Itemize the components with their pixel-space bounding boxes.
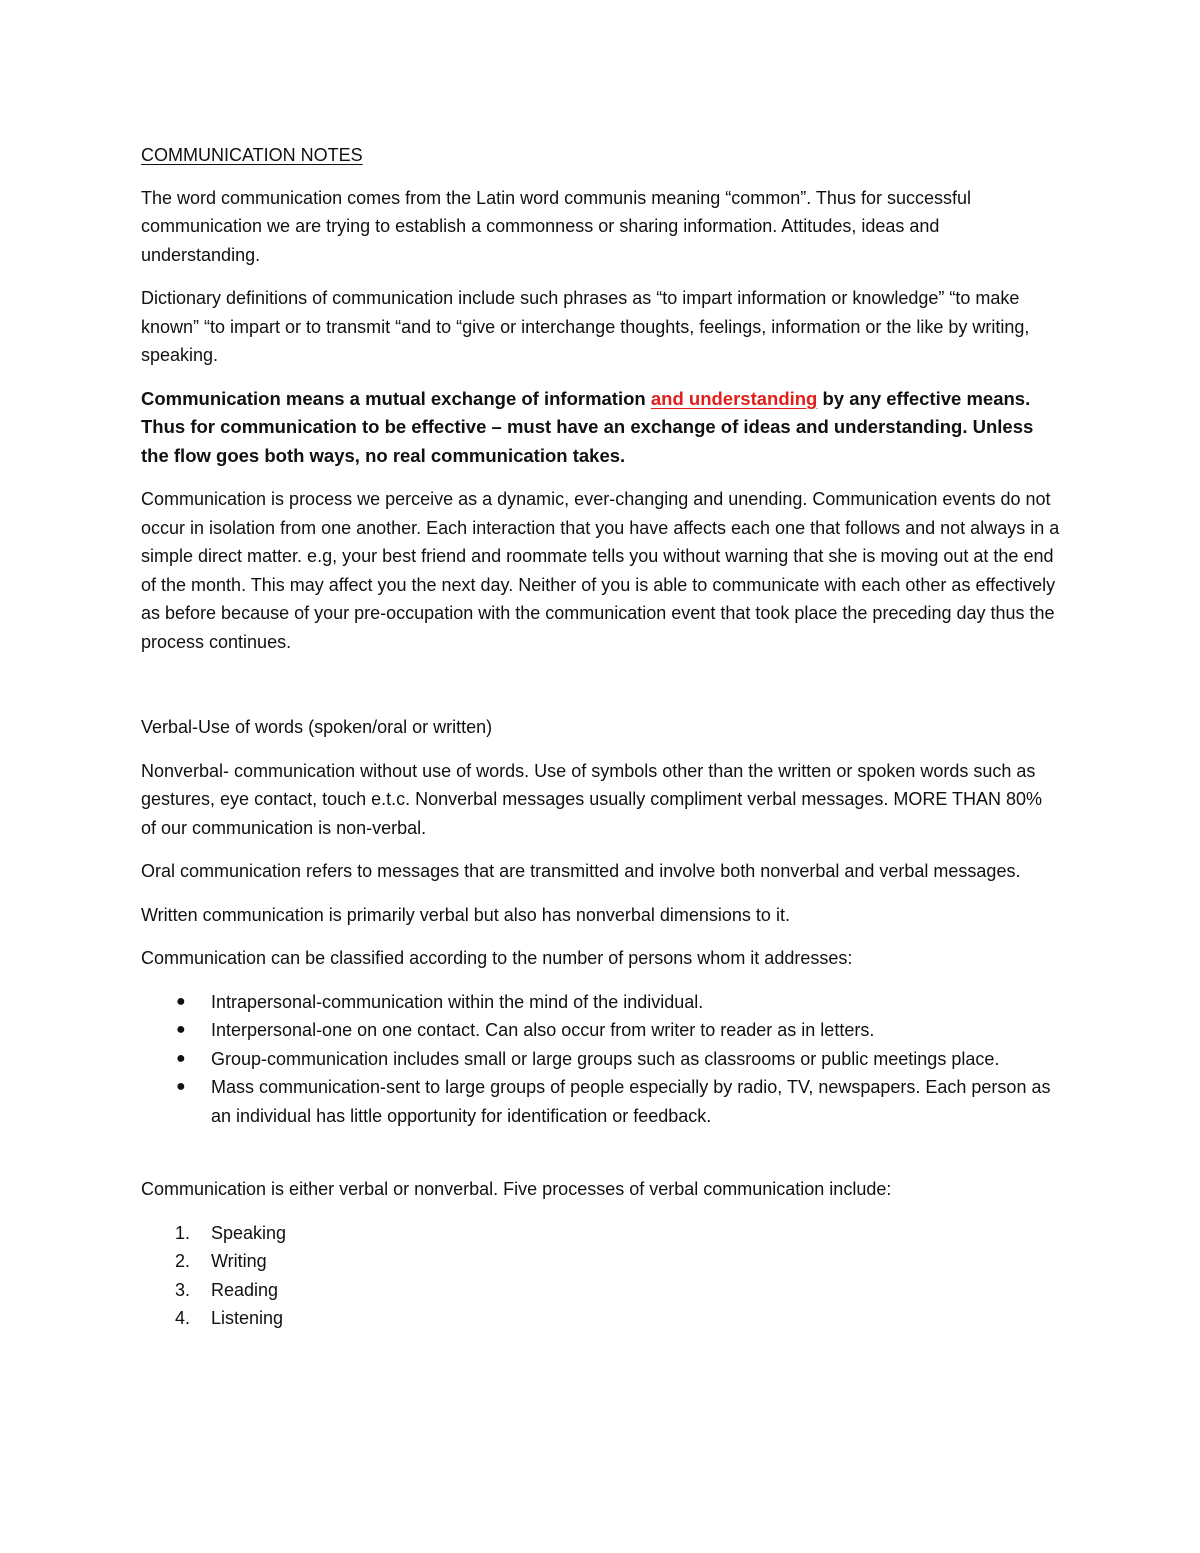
spacer <box>141 671 1061 713</box>
red-underlined-phrase: and understanding <box>650 387 818 409</box>
numbered-item <box>141 1304 1061 1333</box>
verbal-processes-list <box>141 1219 1061 1333</box>
bullet-icon: ● <box>176 992 186 1010</box>
bullet-icon: ● <box>176 1049 186 1067</box>
item-number: 4. <box>175 1308 191 1328</box>
paragraph-written: Written communication is primarily verbal but also has nonverbal dimensions to it. <box>141 904 790 925</box>
numbered-item-text: Speaking <box>211 1222 287 1243</box>
bullet-icon: ● <box>176 1078 186 1095</box>
paragraph-definition-bold <box>141 385 1061 471</box>
numbered-item <box>141 1276 1061 1305</box>
paragraph-classified: Communication can be classified according to the number of persons whom it addresses: <box>141 948 853 968</box>
list-item <box>141 988 1061 1017</box>
item-number: 1. <box>175 1222 191 1243</box>
numbered-item-text: Listening <box>211 1308 284 1328</box>
list-item-text: Intrapersonal-communication within the mind of the individual. <box>211 991 704 1012</box>
bullet-icon: ● <box>176 1021 186 1038</box>
paragraph-nonverbal: Nonverbal- communication without use of words. Use of symbols other than the written or spoken words such as gestures, eye contact, touch e.t.c. Nonverbal messages usually compliment verbal messages. MORE THAN 80% of our communication is non-verbal. <box>141 760 1043 838</box>
numbered-item-text: Writing <box>211 1251 267 1271</box>
numbered-item <box>141 1247 1061 1276</box>
paragraph-verbal-processes: Communication is either verbal or nonverbal. Five processes of verbal communication include: <box>141 1179 892 1199</box>
list-item-text: Interpersonal-one on one contact. Can also occur from writer to reader as in letters. <box>211 1020 875 1040</box>
item-number: 2. <box>175 1251 191 1271</box>
numbered-item <box>141 1219 1061 1248</box>
list-item <box>141 1045 1061 1074</box>
paragraph-verbal: Verbal-Use of words (spoken/oral or written) <box>141 717 493 737</box>
list-item-text: Group-communication includes small or large groups such as classrooms or public meetings place. <box>211 1048 1000 1069</box>
paragraph-etymology: The word communication comes from the Latin word communis meaning “common”. Thus for successful communication we are trying to establish a commonness or sharing information. Attitudes, ideas and understanding. <box>141 187 971 265</box>
list-item-text: Mass communication-sent to large groups of people especially by radio, TV, newspapers. Each person as an individual has little opportunity for identification or feedback. <box>211 1077 1051 1126</box>
numbered-item-text: Reading <box>211 1279 279 1300</box>
item-number: 3. <box>175 1279 191 1300</box>
list-item <box>141 1073 1061 1130</box>
paragraph-oral: Oral communication refers to messages that are transmitted and involve both nonverbal and verbal messages. <box>141 861 1021 881</box>
document-body <box>141 141 1061 1333</box>
bold-text-part-2: by any effective means. Thus for communication to be effective – must have an exchange of ideas and understanding. Unless the flow goes both ways, no real communication takes. <box>141 387 1034 466</box>
page-title: COMMUNICATION NOTES <box>141 145 363 165</box>
bold-text-part-1: Communication means a mutual exchange of information <box>141 387 651 409</box>
paragraph-dictionary-definitions: Dictionary definitions of communication include such phrases as “to impart information or knowledge” “to make known” “to impart or to transmit “and to “give or interchange thoughts, feelings, information or the like by writing, speaking. <box>141 288 1030 365</box>
communication-types-list <box>141 988 1061 1131</box>
list-item <box>141 1016 1061 1045</box>
spacer <box>141 1145 1061 1175</box>
paragraph-process: Communication is process we perceive as a dynamic, ever-changing and unending. Communication events do not occur in isolation from one another. Each interaction that you have affects each one that follows and not always in a simple direct matter. e.g, your best friend and roommate tells you without warning that she is moving out at the end of the month. This may affect you the next day. Neither of you is able to communicate with each other as effectively as before because of your pre-occupation with the communication event that took place the preceding day thus the process continues. <box>141 489 1060 652</box>
